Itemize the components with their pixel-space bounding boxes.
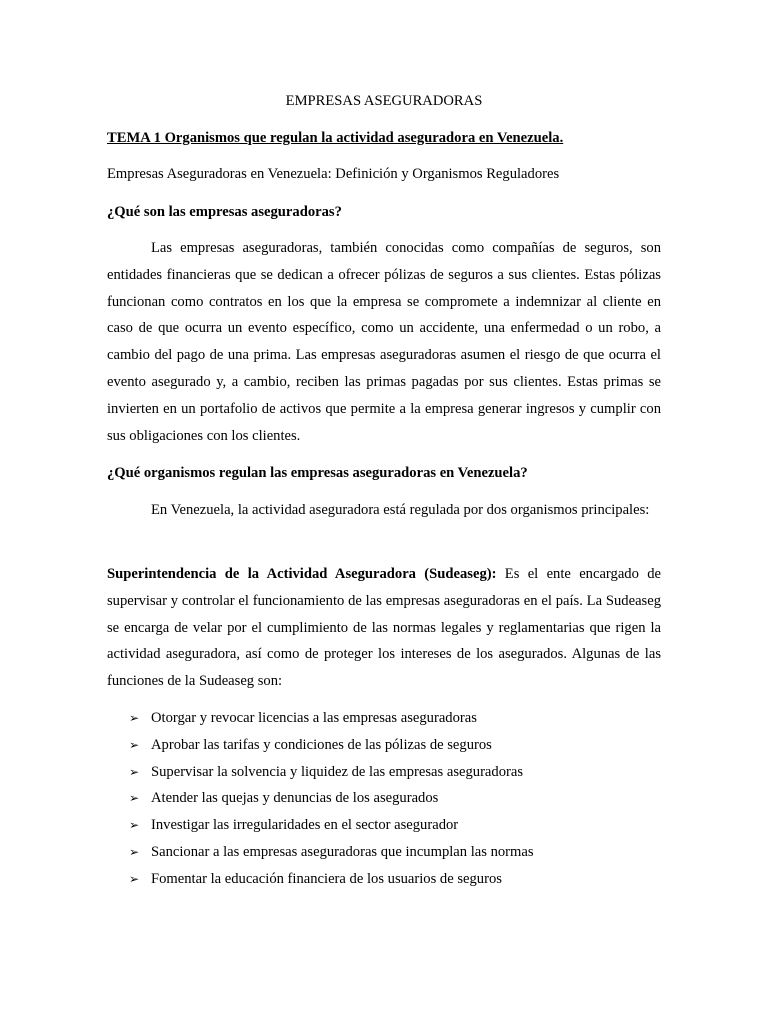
paragraph-2: En Venezuela, la actividad aseguradora está regulada por dos organismos principales: [151, 502, 650, 518]
list-item [107, 705, 661, 732]
list-item-text: Atender las quejas y denuncias de los asegurados [151, 790, 439, 807]
question-heading-1: ¿Qué son las empresas aseguradoras? [107, 204, 342, 220]
question-heading-2: ¿Qué organismos regulan las empresas aseguradoras en Venezuela? [107, 465, 528, 481]
paragraph-3-text: Es el ente encargado de supervisar y controlar el funcionamiento de las empresas aseguradoras en el país. La Sudeaseg se encarga de velar por el cumplimiento de las normas legales y reglamentarias que rigen la actividad aseguradora, así como de proteger los intereses de los asegurados. Algunas de las funciones de la Sudeaseg son: [107, 566, 661, 690]
list-item [107, 866, 661, 893]
list-item [107, 839, 661, 866]
list-item-text: Fomentar la educación financiera de los usuarios de seguros [151, 870, 502, 887]
list-item-text: Investigar las irregularidades en el sector asegurador [151, 817, 459, 834]
topic-heading: TEMA 1 Organismos que regulan la actividad aseguradora en Venezuela. [107, 130, 564, 146]
arrowhead-bullet-icon: ➢ [129, 871, 140, 886]
document-title: EMPRESAS ASEGURADORAS [285, 93, 483, 109]
arrowhead-bullet-icon: ➢ [129, 737, 140, 752]
list-item [107, 812, 661, 839]
list-item [107, 732, 661, 759]
list-item-text: Aprobar las tarifas y condiciones de las pólizas de seguros [151, 736, 492, 753]
list-item-text: Supervisar la solvencia y liquidez de las empresas aseguradoras [151, 763, 524, 780]
arrowhead-bullet-icon: ➢ [129, 711, 140, 725]
list-item [107, 759, 661, 786]
list-item [107, 785, 661, 812]
arrowhead-bullet-icon: ➢ [129, 818, 140, 833]
arrowhead-bullet-icon: ➢ [129, 764, 140, 779]
paragraph-1: Las empresas aseguradoras, también conocidas como compañías de seguros, son entidades financieras que se dedican a ofrecer pólizas de seguros a sus clientes. Estas pólizas funcionan como contratos en los que la empresa se compromete a indemnizar al cliente en caso de que ocurra un evento específico, como un accidente, una enfermedad o un robo, a cambio del pago de una prima. Las empresas aseguradoras asumen el riesgo de que ocurra el evento asegurado y, a cambio, reciben las primas pagadas por sus clientes. Estas primas se invierten en un portafolio de activos que permite a la empresa generar ingresos y cumplir con sus obligaciones con los clientes. [107, 240, 661, 444]
document-page [107, 0, 661, 1024]
document-subtitle: Empresas Aseguradoras en Venezuela: Definición y Organismos Reguladores [107, 166, 560, 182]
list-item-text: Otorgar y revocar licencias a las empresas aseguradoras [151, 710, 477, 726]
arrowhead-bullet-icon: ➢ [129, 791, 140, 806]
sudeaseg-term: Superintendencia de la Actividad Aseguradora (Sudeaseg): [107, 566, 497, 582]
list-item-text: Sancionar a las empresas aseguradoras que incumplan las normas [151, 843, 534, 860]
functions-list [107, 705, 661, 893]
paragraph-3 [107, 561, 661, 695]
arrowhead-bullet-icon: ➢ [129, 844, 140, 859]
